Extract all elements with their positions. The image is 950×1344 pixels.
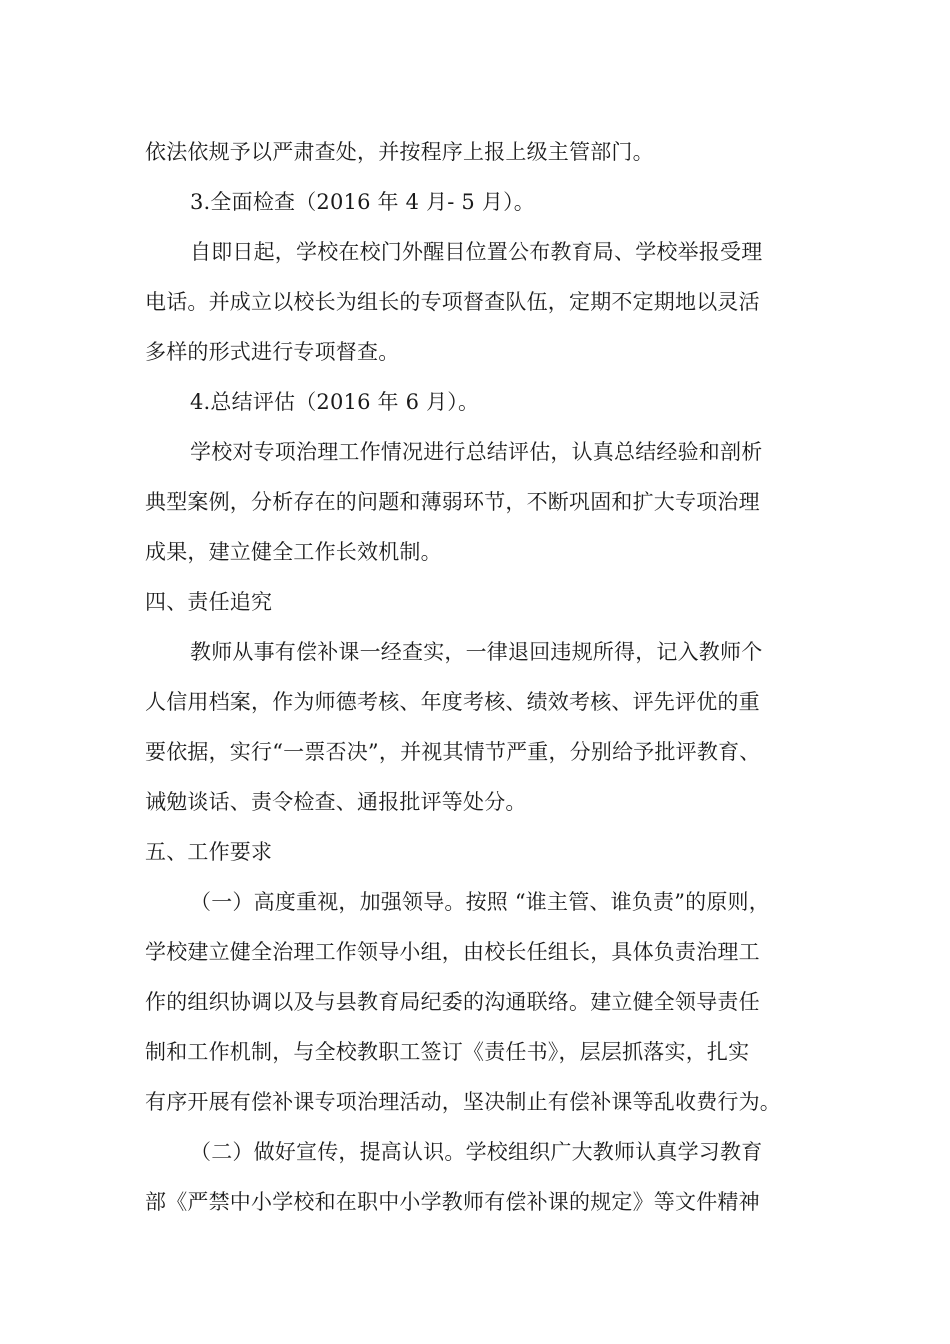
paragraph-line: 依法依规予以严肃查处，并按程序上报上级主管部门。 [145,140,654,164]
section-heading-3: 3.全面检查（2016 年 4 月- 5 月）。 [190,190,535,214]
paragraph-line: 制和工作机制，与全校教职工签订《责任书》，层层抓落实，扎实 [145,1040,750,1064]
paragraph-line: 电话。并成立以校长为组长的专项督查队伍，定期不定期地以灵活 [145,290,760,314]
paragraph-line: 诫勉谈话、责令检查、通报批评等处分。 [145,790,527,814]
paragraph-line: （一）高度重视，加强领导。按照 “谁主管、谁负责”的原则， [190,890,770,914]
paragraph-line: 人信用档案，作为师德考核、年度考核、绩效考核、评先评优的重 [145,690,760,714]
paragraph-line: 部《严禁中小学校和在职中小学教师有偿补课的规定》等文件精神 [145,1190,760,1214]
paragraph-line: 教师从事有偿补课一经查实，一律退回违规所得，记入教师个 [190,640,763,664]
paragraph-line: （二）做好宣传，提高认识。学校组织广大教师认真学习教育 [190,1140,763,1164]
paragraph-line: 要依据，实行“一票否决”，并视其情节严重，分别给予批评教育、 [145,740,761,764]
section-heading-responsibility: 四、责任追究 [145,590,273,614]
paragraph-line: 多样的形式进行专项督查。 [145,340,400,364]
paragraph-line: 学校建立健全治理工作领导小组，由校长任组长，具体负责治理工 [145,940,760,964]
paragraph-line: 有序开展有偿补课专项治理活动，坚决制止有偿补课等乱收费行为。 [145,1090,781,1114]
paragraph-line: 学校对专项治理工作情况进行总结评估，认真总结经验和剖析 [190,440,763,464]
paragraph-line: 成果，建立健全工作长效机制。 [145,540,442,564]
paragraph-line: 作的组织协调以及与县教育局纪委的沟通联络。建立健全领导责任 [145,990,760,1014]
paragraph-line: 典型案例，分析存在的问题和薄弱环节，不断巩固和扩大专项治理 [145,490,760,514]
section-heading-4: 4.总结评估（2016 年 6 月）。 [190,390,480,414]
paragraph-line: 自即日起，学校在校门外醒目位置公布教育局、学校举报受理 [190,240,763,264]
section-heading-requirements: 五、工作要求 [145,840,273,864]
